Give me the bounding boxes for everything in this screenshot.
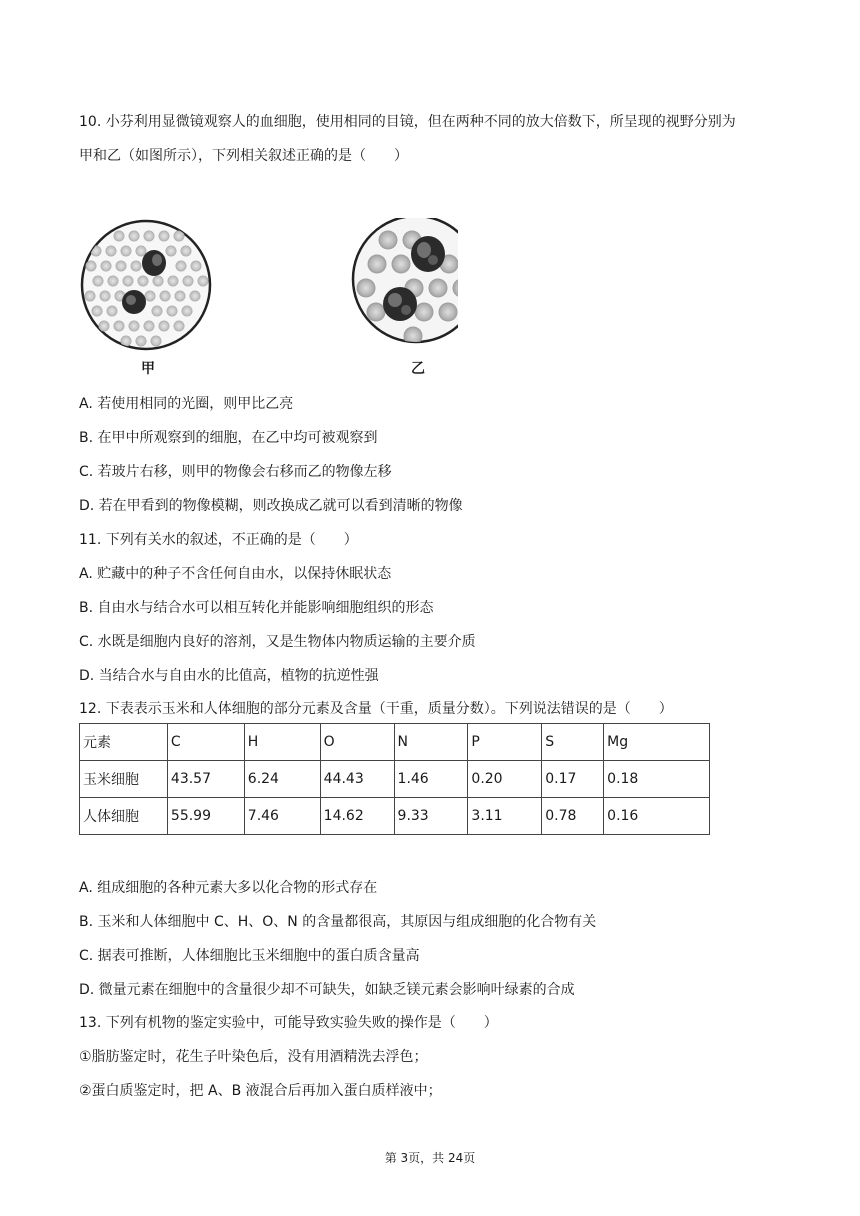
q10-option-d: D. 若在甲看到的物像模糊，则改换成乙就可以看到清晰的物像 — [79, 498, 463, 514]
table-cell: H — [244, 724, 320, 761]
q12-option-a: A. 组成细胞的各种元素大多以化合物的形式存在 — [79, 880, 378, 896]
table-cell: 44.43 — [320, 761, 394, 798]
q13-stem: 13. 下列有机物的鉴定实验中，可能导致实验失败的操作是（ ） — [79, 1015, 498, 1031]
q11-stem: 11. 下列有关水的叙述，不正确的是（ ） — [79, 532, 358, 548]
q11-option-b: B. 自由水与结合水可以相互转化并能影响细胞组织的形态 — [79, 600, 434, 616]
table-cell: 6.24 — [244, 761, 320, 798]
table-cell: 元素 — [80, 724, 168, 761]
table-row — [80, 798, 710, 835]
field-a — [82, 221, 210, 349]
table-cell: 3.11 — [468, 798, 542, 835]
table-header-row — [80, 724, 710, 761]
figure-label-b: 乙 — [411, 361, 425, 377]
table-cell: P — [468, 724, 542, 761]
q10-option-a: A. 若使用相同的光圈，则甲比乙亮 — [79, 396, 294, 412]
page-footer: 第 3页，共 24页 — [384, 1151, 476, 1165]
table-cell: S — [542, 724, 604, 761]
element-content-table — [79, 723, 710, 835]
table-cell: 7.46 — [244, 798, 320, 835]
table-cell: C — [167, 724, 244, 761]
table-cell: 0.20 — [468, 761, 542, 798]
table-cell: 14.62 — [320, 798, 394, 835]
q12-option-d: D. 微量元素在细胞中的含量很少却不可缺失，如缺乏镁元素会影响叶绿素的合成 — [79, 982, 575, 998]
table-cell: 0.78 — [542, 798, 604, 835]
table-cell: N — [394, 724, 468, 761]
table-row — [80, 761, 710, 798]
table-cell: 人体细胞 — [80, 798, 168, 835]
q10-stem-line2: 甲和乙（如图所示），下列相关叙述正确的是（ ） — [79, 148, 408, 164]
q11-option-c: C. 水既是细胞内良好的溶剂，又是生物体内物质运输的主要介质 — [79, 634, 476, 650]
q12-stem: 12. 下表表示玉米和人体细胞的部分元素及含量（干重，质量分数）。下列说法错误的是（ ） — [79, 701, 673, 717]
table-cell: O — [320, 724, 394, 761]
q13-item-2: ②蛋白质鉴定时，把 A、B 液混合后再加入蛋白质样液中； — [79, 1083, 442, 1099]
field-b — [353, 218, 458, 346]
blood-cell-fields-image — [78, 218, 458, 383]
q10-option-b: B. 在甲中所观察到的细胞，在乙中均可被观察到 — [79, 430, 378, 446]
q11-option-d: D. 当结合水与自由水的比值高，植物的抗逆性强 — [79, 668, 379, 684]
table-cell: 0.16 — [604, 798, 710, 835]
table-cell: 43.57 — [167, 761, 244, 798]
figure-label-a: 甲 — [141, 361, 155, 377]
table-cell: 1.46 — [394, 761, 468, 798]
table-cell: 0.17 — [542, 761, 604, 798]
q10-option-c: C. 若玻片右移，则甲的物像会右移而乙的物像左移 — [79, 464, 392, 480]
q13-item-1: ①脂肪鉴定时，花生子叶染色后，没有用酒精洗去浮色； — [79, 1049, 428, 1065]
table-cell: 55.99 — [167, 798, 244, 835]
table-cell: 9.33 — [394, 798, 468, 835]
q12-option-c: C. 据表可推断，人体细胞比玉米细胞中的蛋白质含量高 — [79, 948, 420, 964]
microscope-figure — [78, 218, 458, 383]
q11-option-a: A. 贮藏中的种子不含任何自由水，以保持休眠状态 — [79, 566, 392, 582]
table-cell: 玉米细胞 — [80, 761, 168, 798]
q12-option-b: B. 玉米和人体细胞中 C、H、O、N 的含量都很高，其原因与组成细胞的化合物有关 — [79, 914, 597, 930]
q10-stem-line1: 10. 小芬利用显微镜观察人的血细胞，使用相同的目镜，但在两种不同的放大倍数下，所呈现的视野分别为 — [79, 114, 736, 130]
table-cell: 0.18 — [604, 761, 710, 798]
table-cell: Mg — [604, 724, 710, 761]
